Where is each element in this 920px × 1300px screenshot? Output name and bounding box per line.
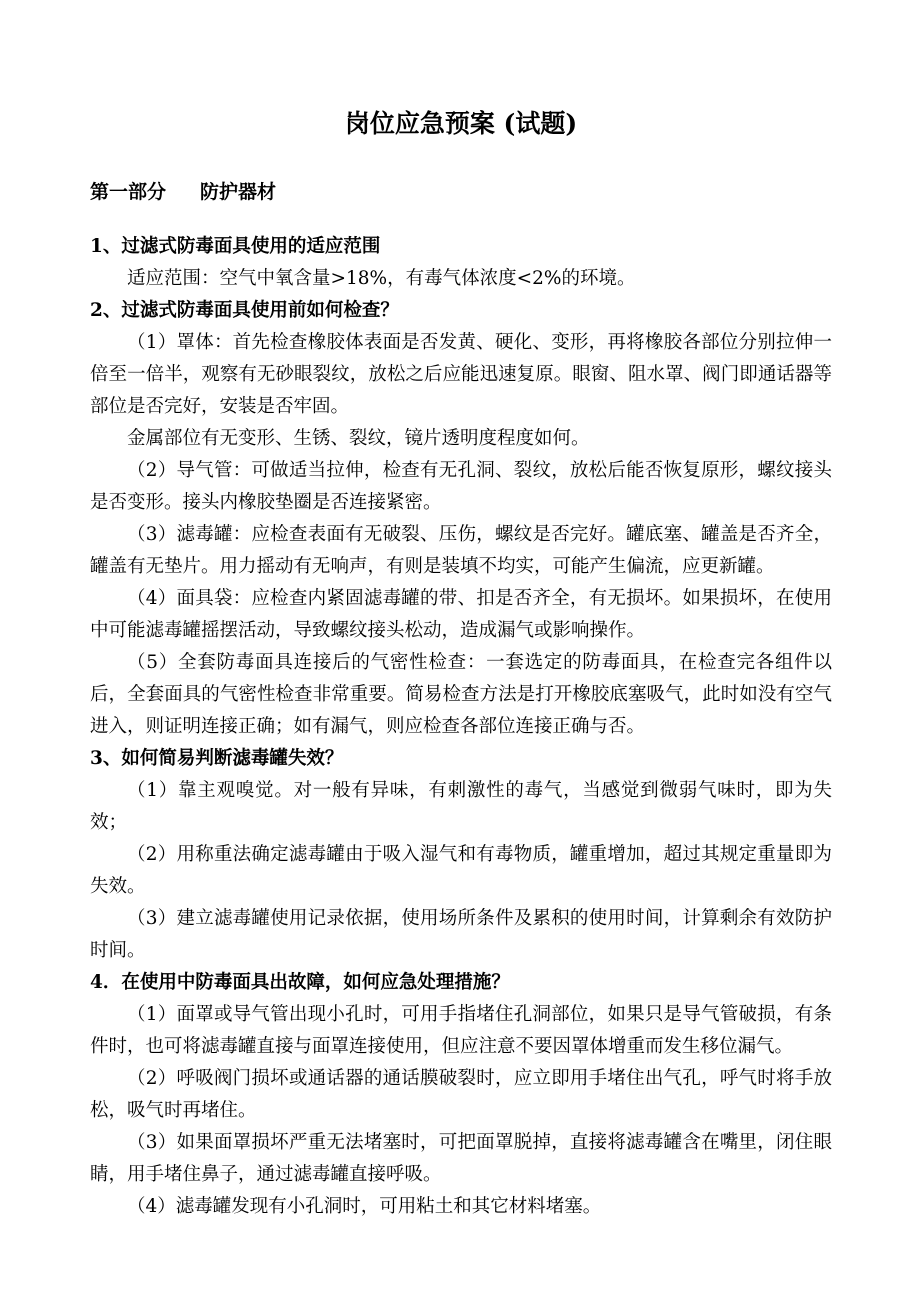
answer-paragraph: （4）面具袋：应检查内紧固滤毒罐的带、扣是否齐全，有无损坏。如果损坏，在使用中可能滤毒罐摇摆活动，导致螺纹接头松动，造成漏气或影响操作。 xyxy=(90,588,832,641)
answer-paragraph: （3）滤毒罐：应检查表面有无破裂、压伤，螺纹是否完好。罐底塞、罐盖是否齐全，罐盖有无垫片。用力摇动有无响声，有则是装填不均实，可能产生偏流，应更新罐。 xyxy=(90,524,832,577)
question-section xyxy=(90,295,832,743)
question-section xyxy=(90,743,832,967)
document-page xyxy=(90,0,832,1300)
question-heading: 4．在使用中防毒面具出故障，如何应急处理措施？ xyxy=(90,972,510,993)
answer-paragraph: （1）罩体：首先检查橡胶体表面是否发黄、硬化、变形，再将橡胶各部位分别拉伸一倍至一倍半，观察有无砂眼裂纹，放松之后应能迅速复原。眼窗、阻水罩、阀门即通话器等部位是否完好，安装是否牢固。 xyxy=(90,332,832,417)
part-heading xyxy=(90,176,276,208)
answer-paragraph: （4）滤毒罐发现有小孔洞时，可用粘土和其它材料堵塞。 xyxy=(127,1196,602,1217)
answer-paragraph: （1）面罩或导气管出现小孔时，可用手指堵住孔洞部位，如果只是导气管破损，有条件时，也可将滤毒罐直接与面罩连接使用，但应注意不要因罩体增重而发生移位漏气。 xyxy=(90,1004,832,1057)
question-heading: 3、如何简易判断滤毒罐失效？ xyxy=(90,748,344,769)
answer-paragraph: （3）建立滤毒罐使用记录依据，使用场所条件及累积的使用时间，计算剩余有效防护时间。 xyxy=(90,908,832,961)
answer-paragraph: （2）用称重法确定滤毒罐由于吸入湿气和有毒物质，罐重增加，超过其规定重量即为失效。 xyxy=(90,844,832,897)
document-title: 岗位应急预案 (试题) xyxy=(344,109,578,138)
question-heading: 1、过滤式防毒面具使用的适应范围 xyxy=(90,236,381,257)
answer-paragraph: 金属部位有无变形、生锈、裂纹，镜片透明度程度如何。 xyxy=(127,428,590,449)
question-list xyxy=(90,231,832,1223)
part-number: 第一部分 xyxy=(90,181,167,203)
question-section xyxy=(90,231,832,295)
answer-paragraph: （5）全套防毒面具连接后的气密性检查：一套选定的防毒面具，在检查完各组件以后，全套面具的气密性检查非常重要。简易检查方法是打开橡胶底塞吸气，此时如没有空气进入，则证明连接正确；如有漏气，则应检查各部位连接正确与否。 xyxy=(90,652,832,737)
question-section xyxy=(90,967,832,1223)
answer-paragraph: （3）如果面罩损坏严重无法堵塞时，可把面罩脱掉，直接将滤毒罐含在嘴里，闭住眼睛，用手堵住鼻子，通过滤毒罐直接呼吸。 xyxy=(90,1132,832,1185)
answer-paragraph: 适应范围：空气中氧含量>18%，有毒气体浓度<2%的环境。 xyxy=(127,268,636,289)
answer-paragraph: （1）靠主观嗅觉。对一般有异味，有刺激性的毒气，当感觉到微弱气味时，即为失效； xyxy=(90,780,832,833)
question-heading: 2、过滤式防毒面具使用前如何检查？ xyxy=(90,300,399,321)
answer-paragraph: （2）导气管：可做适当拉伸，检查有无孔洞、裂纹，放松后能否恢复原形，螺纹接头是否变形。接头内橡胶垫圈是否连接紧密。 xyxy=(90,460,832,513)
answer-paragraph: （2）呼吸阀门损坏或通话器的通话膜破裂时，应立即用手堵住出气孔，呼气时将手放松，吸气时再堵住。 xyxy=(90,1068,832,1121)
part-name: 防护器材 xyxy=(200,181,277,203)
